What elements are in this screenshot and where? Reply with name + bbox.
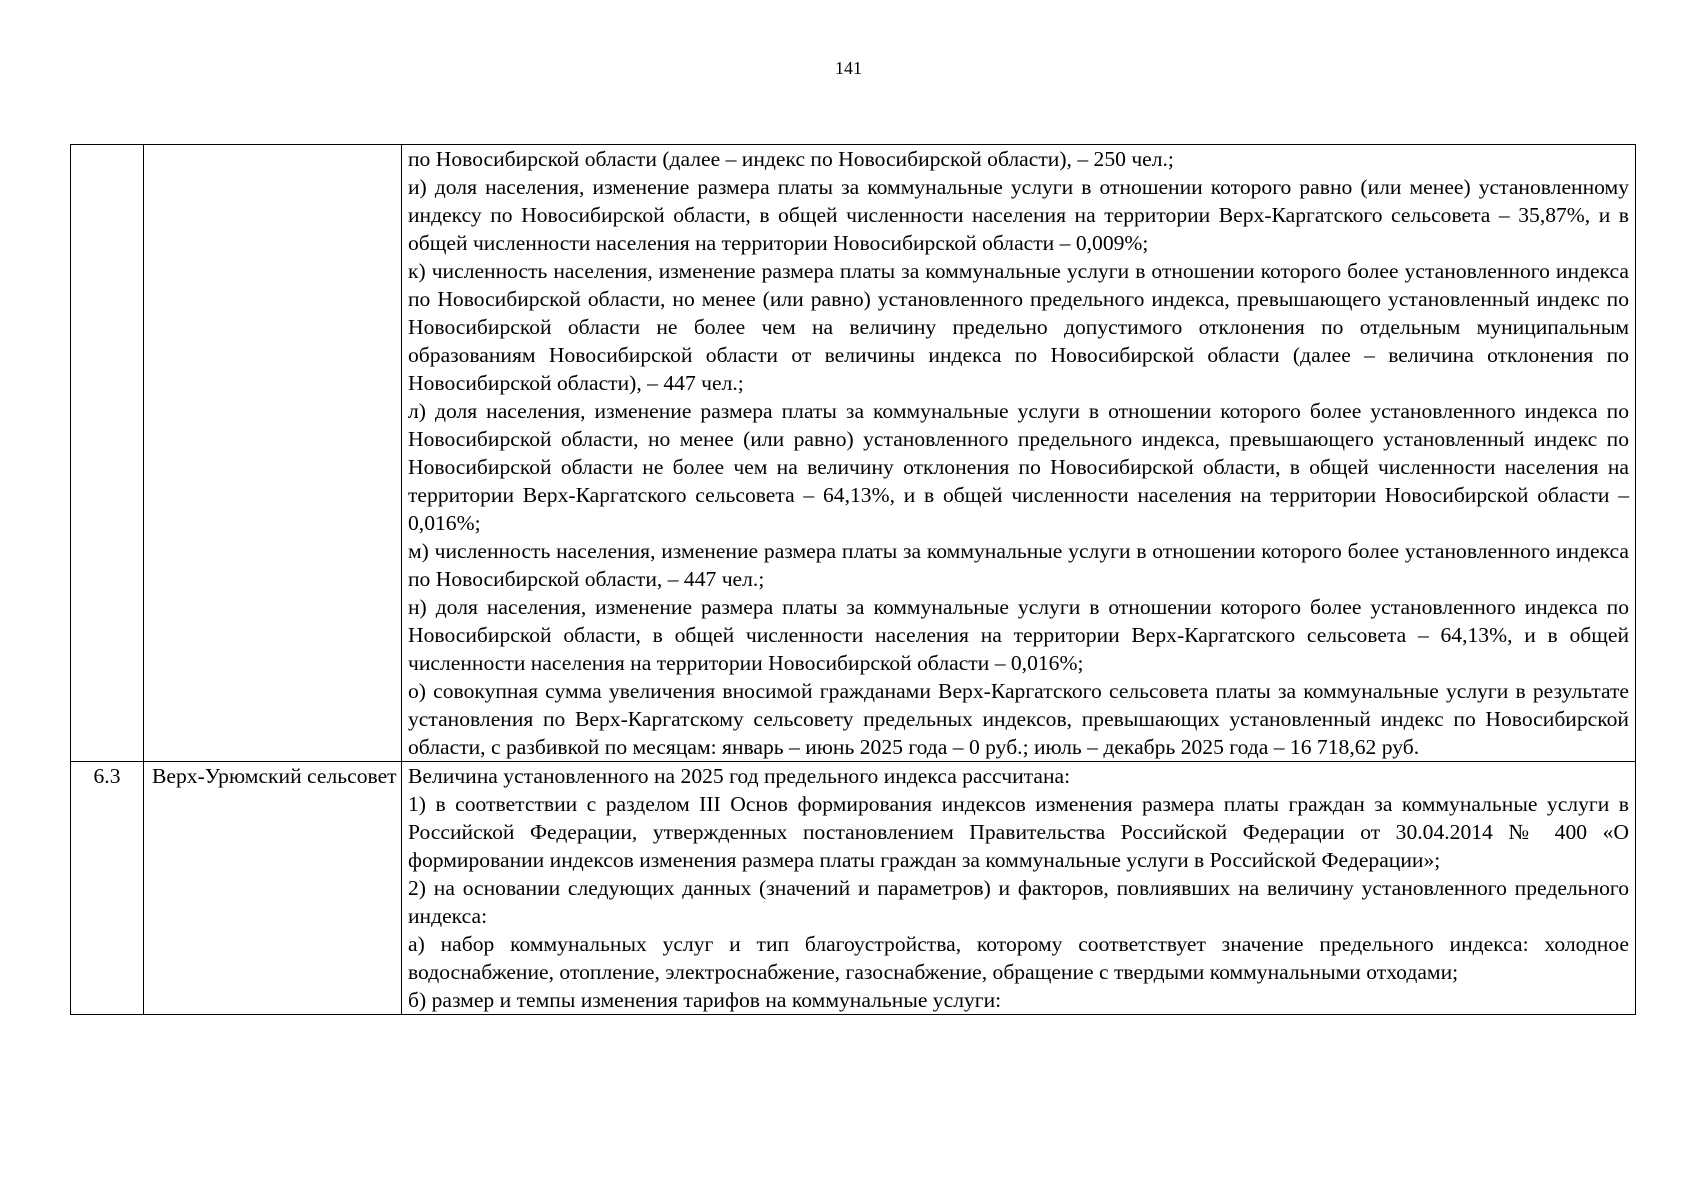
paragraph: и) доля населения, изменение размера платы за коммунальные услуги в отношении которого равно (или менее) установленному индексу по Новосибирской области, в общей численности населения на территории Верх-Каргатского сельсовета – 35,87%, и в общей численности населения на территории Новосибирской области – 0,009%; (408, 175, 1629, 255)
paragraph: о) совокупная сумма увеличения вносимой гражданами Верх-Каргатского сельсовета платы за коммунальные услуги в результате установления по Верх-Каргатскому сельсовету предельных индексов, превышающих установленный индекс по Новосибирской области, с разбивкой по месяцам: январь – июнь 2025 года – 0 руб.; июль – декабрь 2025 года – 16 718,62 руб. (408, 679, 1629, 759)
paragraph: а) набор коммунальных услуг и тип благоустройства, которому соответствует значение предельного индекса: холодное водоснабжение, отопление, электроснабжение, газоснабжение, обращение с твердыми коммунальными отходами; (408, 932, 1629, 984)
row-name-cell (144, 145, 402, 762)
paragraph: м) численность населения, изменение размера платы за коммунальные услуги в отношении которого более установленного индекса по Новосибирской области, – 447 чел.; (408, 539, 1629, 591)
row-number-cell (71, 145, 144, 762)
page-number: 141 (835, 58, 862, 78)
row-number-cell: 6.3 (71, 762, 144, 1015)
row-text-cell (402, 762, 1636, 1015)
paragraph: Величина установленного на 2025 год предельного индекса рассчитана: (408, 764, 1071, 788)
paragraph: по Новосибирской области (далее – индекс по Новосибирской области), – 250 чел.; (408, 147, 1174, 171)
paragraph: к) численность населения, изменение размера платы за коммунальные услуги в отношении которого более установленного индекса по Новосибирской области, но менее (или равно) установленного предельного индекса, превышающего установленный индекс по Новосибирской области не более чем на величину предельно допустимого отклонения по отдельным муниципальным образованиям Новосибирской области от величины индекса по Новосибирской области (далее – величина отклонения по Новосибирской области), – 447 чел.; (408, 259, 1629, 395)
paragraph: л) доля населения, изменение размера платы за коммунальные услуги в отношении которого более установленного индекса по Новосибирской области, но менее (или равно) установленного предельного индекса, превышающего установленный индекс по Новосибирской области не более чем на величину отклонения по Новосибирской области, в общей численности населения на территории Верх-Каргатского сельсовета – 64,13%, и в общей численности населения на территории Новосибирской области – 0,016%; (408, 399, 1629, 535)
paragraph: 2) на основании следующих данных (значений и параметров) и факторов, повлиявших на величину установленного предельного индекса: (408, 876, 1629, 928)
row-text-cell (402, 145, 1636, 762)
document-table (70, 144, 1636, 1015)
table-row (71, 145, 1636, 762)
paragraph: б) размер и темпы изменения тарифов на коммунальные услуги: (408, 988, 1002, 1012)
paragraph: н) доля населения, изменение размера платы за коммунальные услуги в отношении которого более установленного индекса по Новосибирской области, в общей численности населения на территории Верх-Каргатского сельсовета – 64,13%, и в общей численности населения на территории Новосибирской области – 0,016%; (408, 595, 1629, 675)
row-name-cell: Верх-Урюмский сельсовет (144, 762, 402, 1015)
table-row (71, 762, 1636, 1015)
paragraph: 1) в соответствии с разделом III Основ формирования индексов изменения размера платы граждан за коммунальные услуги в Российской Федерации, утвержденных постановлением Правительства Российской Федерации от 30.04.2014 № 400 «О формировании индексов изменения размера платы граждан за коммунальные услуги в Российской Федерации»; (408, 792, 1629, 872)
